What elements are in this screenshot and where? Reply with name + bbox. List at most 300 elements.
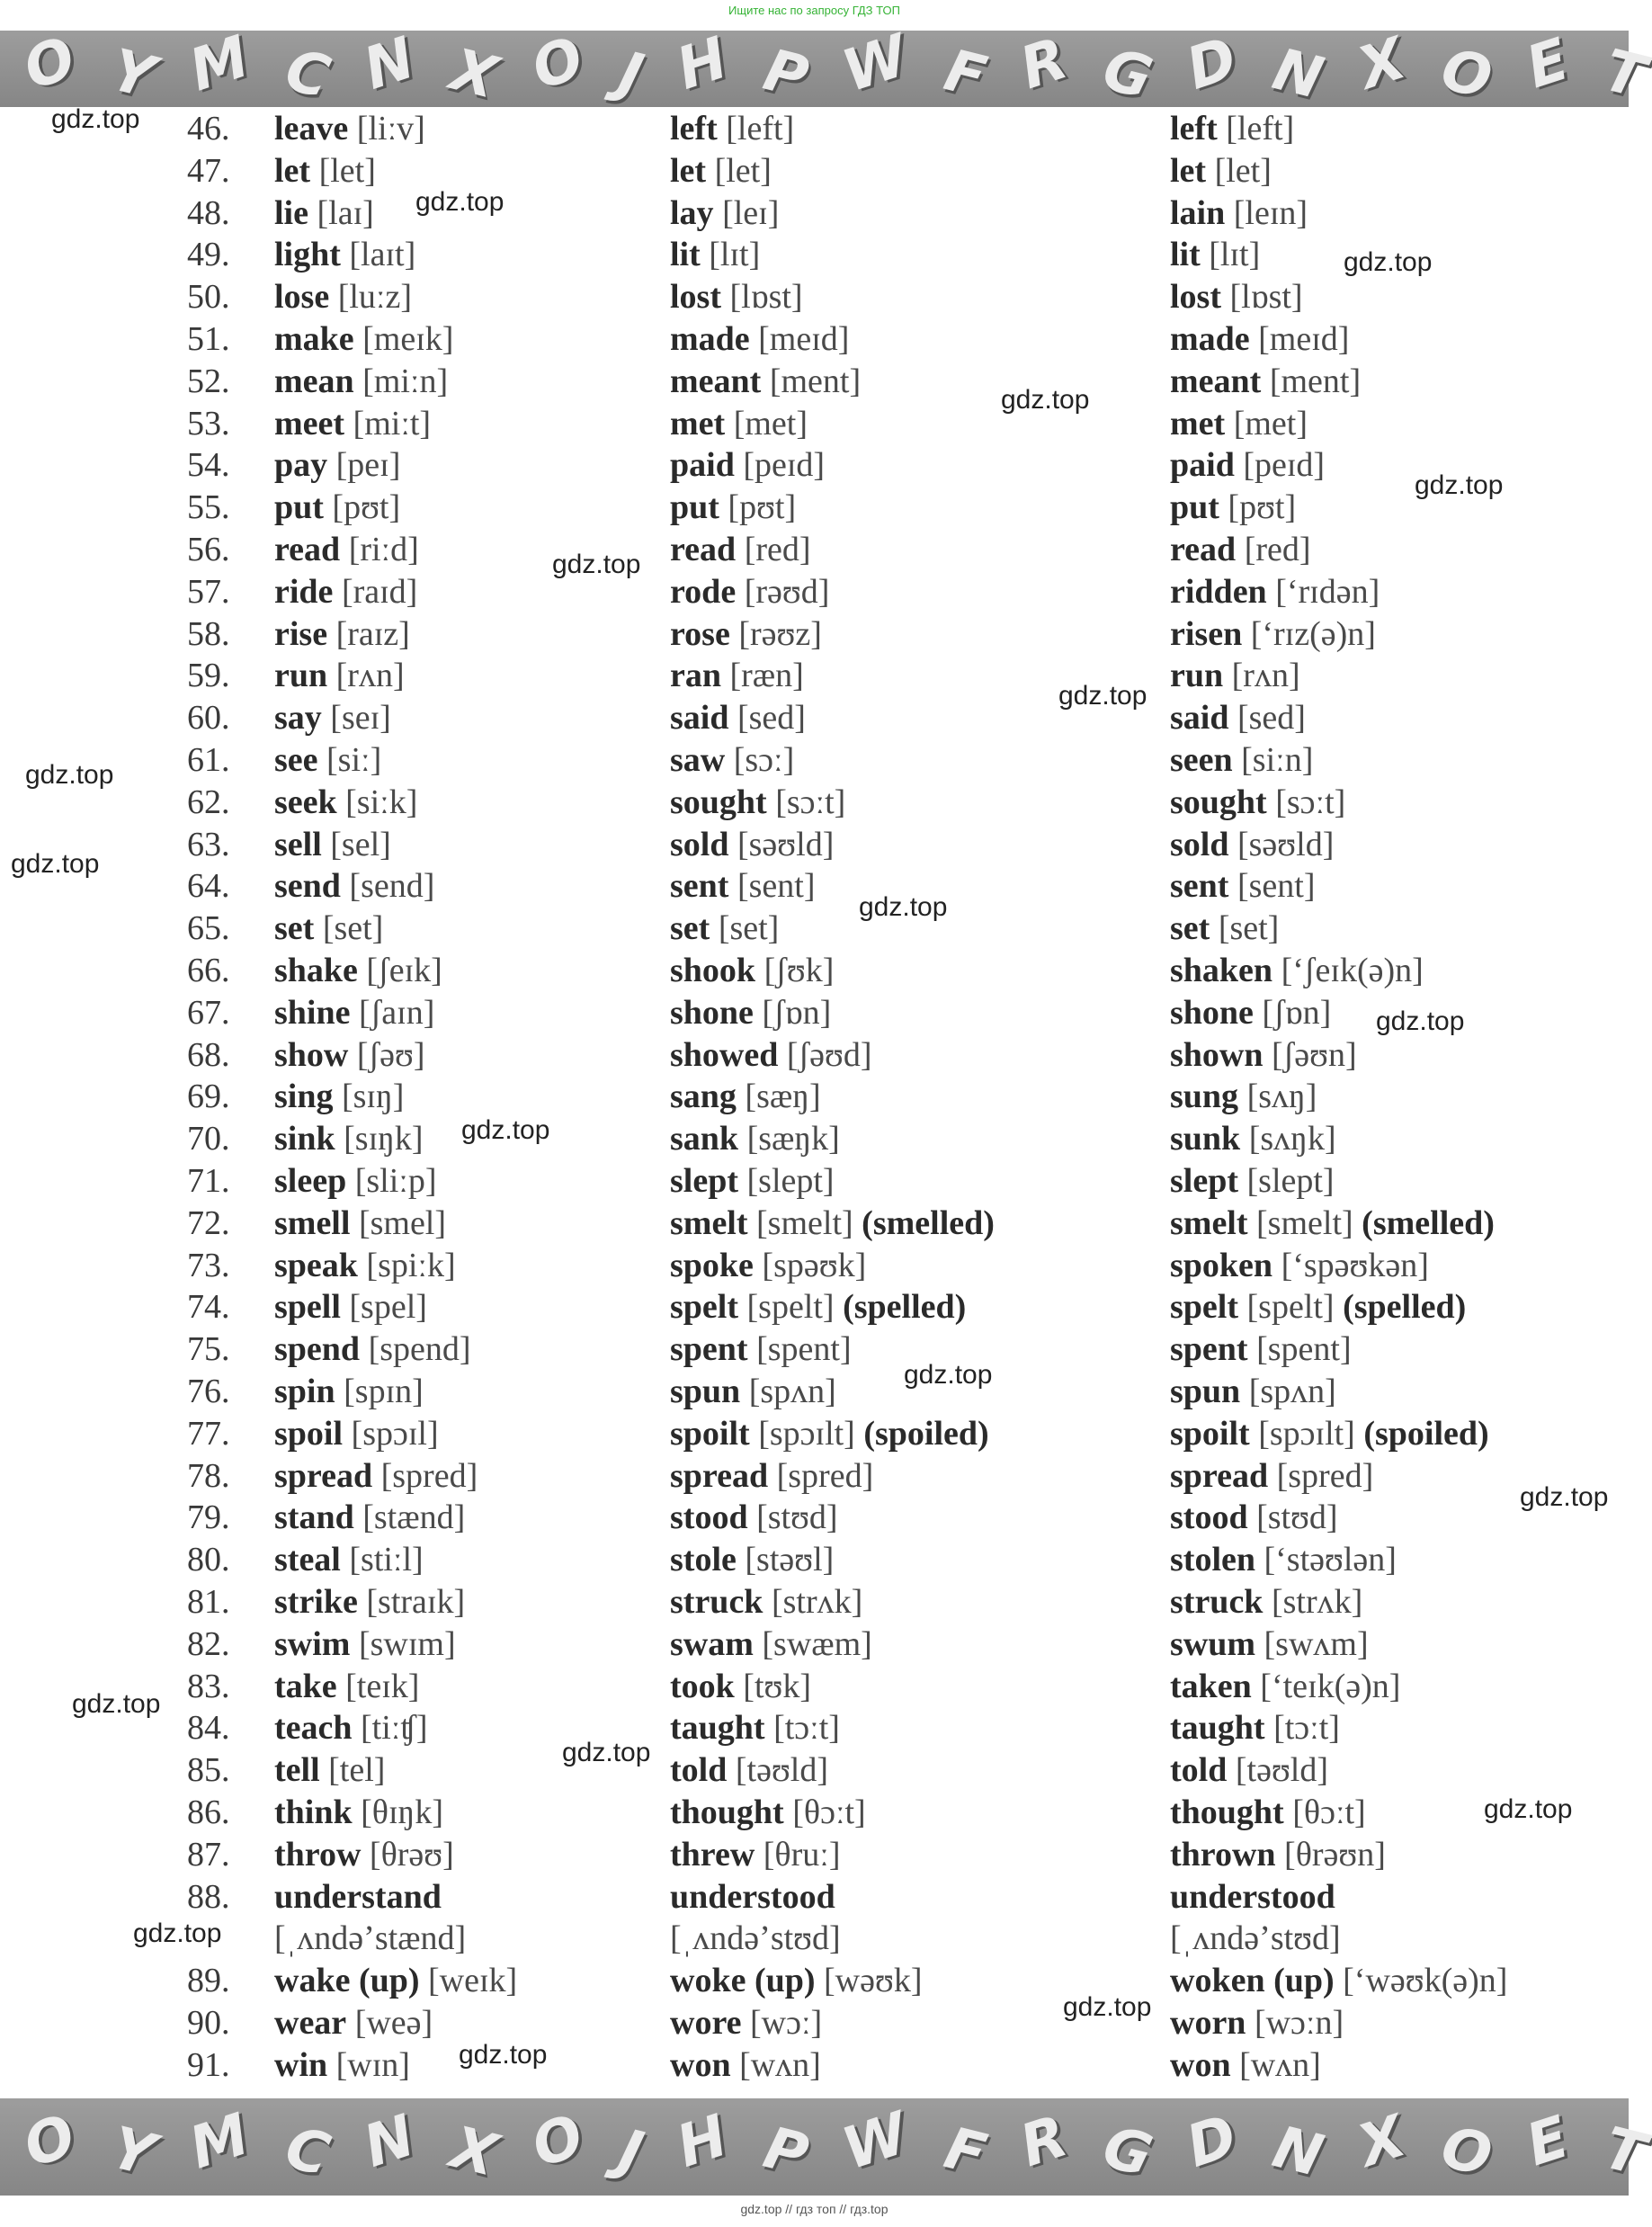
band-letter: Y [104, 2115, 162, 2190]
table-row [0, 403, 1629, 444]
transcription: [sed] [737, 699, 806, 738]
transcription: [ʻteɪk(ə)n] [1260, 1667, 1401, 1705]
transcription: [riːd] [348, 531, 419, 568]
band-letter: C [278, 36, 336, 112]
past-participle-cell [1170, 950, 1424, 991]
band-letter: N [356, 24, 424, 103]
verb-form: struck [1170, 1583, 1264, 1621]
verb-form: spoke [670, 1246, 754, 1284]
verb-form: rode [670, 572, 737, 611]
verb-form: taken [1170, 1667, 1252, 1705]
past-simple-cell [670, 108, 794, 149]
row-number: 54. [187, 446, 230, 485]
verb-form: won [1170, 2045, 1231, 2084]
verb-form: shake [274, 952, 358, 989]
verb-form: speak [274, 1246, 358, 1284]
verb-form: stole [670, 1541, 737, 1579]
verb-form: put [274, 488, 324, 527]
past-participle-cell [1170, 1245, 1429, 1286]
verb-form: steal [274, 1541, 341, 1579]
past-participle-cell [1170, 613, 1376, 655]
transcription: [spɪn] [344, 1373, 424, 1410]
transcription: [stʊd] [1256, 1498, 1338, 1537]
band-letter: O [523, 24, 592, 103]
infinitive-cell [274, 1413, 439, 1454]
infinitive-cell [274, 1034, 425, 1076]
row-number: 70. [187, 1120, 230, 1158]
verb-form: swam [670, 1624, 754, 1663]
verb-form: swum [1170, 1624, 1256, 1663]
past-participle-cell [1170, 782, 1345, 823]
verb-form: paid [670, 446, 735, 485]
infinitive-cell [274, 1371, 424, 1412]
table-row [0, 655, 1629, 696]
row-number: 68. [187, 1035, 230, 1074]
infinitive-cell [274, 1455, 478, 1497]
verb-form: ran [670, 657, 721, 695]
table-row [0, 1539, 1629, 1580]
transcription: [sɪŋ] [341, 1078, 405, 1116]
past-participle-cell [1170, 403, 1308, 444]
verb-form: shone [1170, 993, 1254, 1032]
verb-form: throw [274, 1835, 362, 1874]
past-participle-cell [1170, 318, 1349, 360]
transcription: [ment] [1269, 362, 1362, 400]
transcription: [spɔɪlt] [758, 1414, 855, 1453]
transcription: [met] [733, 404, 808, 443]
infinitive-cell [274, 1328, 471, 1370]
past-participle-cell [1170, 1749, 1328, 1791]
transcription: [raɪd] [341, 572, 418, 611]
transcription: [ʃəʊn] [1272, 1035, 1357, 1074]
verb-form: lit [670, 236, 701, 274]
verb-form: run [1170, 657, 1224, 695]
transcription: [wəʊk] [824, 1962, 923, 2000]
infinitive-cell [274, 444, 400, 486]
transcription: [send] [349, 867, 435, 906]
verb-form: put [670, 488, 719, 527]
transcription: [spel] [349, 1288, 427, 1327]
verb-form: sold [1170, 825, 1229, 863]
infinitive-cell [274, 1749, 385, 1791]
band-letter: M [182, 22, 257, 104]
transcription: [spred] [380, 1456, 478, 1495]
past-participle-cell [1170, 1160, 1335, 1202]
band-letter: N [356, 2102, 424, 2181]
past-participle-cell [1170, 1118, 1336, 1159]
past-participle-cell [1170, 1076, 1317, 1117]
transcription: [spelt] [1246, 1288, 1335, 1327]
past-simple-cell [670, 908, 779, 949]
past-simple-cell [670, 739, 794, 781]
transcription: [leɪn] [1233, 193, 1308, 232]
transcription: [sʌŋ] [1246, 1078, 1317, 1116]
watermark-text: gdz.top [459, 2040, 548, 2070]
band-letter: E [1518, 2104, 1577, 2180]
watermark-text: gdz.top [415, 187, 505, 217]
band-letter: X [443, 36, 504, 112]
transcription: [smel] [358, 1203, 447, 1242]
verb-form: saw [670, 741, 726, 779]
table-row [0, 276, 1629, 318]
past-simple-cell [670, 950, 834, 991]
infinitive-cell [274, 487, 400, 528]
band-letter: O [1434, 2114, 1498, 2191]
past-participle-cell [1170, 108, 1294, 149]
past-simple-cell [670, 1539, 834, 1580]
past-participle-cell [1170, 1960, 1507, 2001]
transcription: [set] [1218, 909, 1280, 948]
past-simple-cell [670, 1834, 841, 1875]
infinitive-cell [274, 1792, 443, 1833]
row-number: 49. [187, 236, 230, 274]
transcription: [tɔːt] [1273, 1709, 1340, 1748]
past-participle-cell [1170, 1876, 1335, 1918]
past-simple-cell [670, 865, 815, 907]
verb-form: meet [274, 404, 345, 443]
transcription: [θruː] [763, 1835, 841, 1874]
past-participle-cell [1170, 908, 1279, 949]
table-row [0, 1076, 1629, 1117]
past-simple-cell [670, 1371, 836, 1412]
top-search-hint: Ищите нас по запросу ГДЗ ТОП [728, 4, 900, 17]
past-participle-cell [1170, 1623, 1369, 1665]
verb-form: win [274, 2045, 328, 2084]
band-letter: R [1013, 24, 1076, 103]
verb-form: (smelled) [1362, 1203, 1495, 1242]
verb-form: read [274, 531, 341, 568]
transcription: [rʌn] [335, 657, 405, 695]
past-simple-cell [670, 655, 804, 696]
transcription: [ʻwəʊk(ə)n] [1343, 1962, 1508, 2000]
transcription: [sæŋ] [745, 1078, 821, 1116]
transcription: [ˌʌndəʼstænd] [274, 1919, 467, 1958]
infinitive-cell [274, 529, 419, 570]
table-row [0, 1792, 1629, 1833]
transcription: [ʻstəʊlən] [1264, 1541, 1397, 1579]
past-simple-cell [670, 234, 760, 275]
infinitive-cell [274, 824, 391, 865]
transcription: [swæm] [762, 1624, 872, 1663]
transcription: [let] [714, 151, 772, 190]
verb-form: sold [670, 825, 729, 863]
verb-form: worn [1170, 2004, 1246, 2042]
infinitive-cell [274, 1160, 437, 1202]
transcription: [təʊld] [735, 1751, 829, 1790]
row-number: 76. [187, 1373, 230, 1410]
verb-form: think [274, 1793, 353, 1831]
verb-form: woken (up) [1170, 1962, 1335, 2000]
transcription: [let] [1214, 151, 1272, 190]
verb-form: sink [274, 1120, 335, 1158]
verb-form: read [1170, 531, 1237, 568]
table-row [0, 1834, 1629, 1875]
infinitive-cell [274, 1623, 456, 1665]
transcription: [let] [318, 151, 376, 190]
watermark-text: gdz.top [1415, 470, 1504, 500]
past-participle-cell [1170, 1203, 1495, 1244]
infinitive-cell [274, 403, 431, 444]
past-simple-cell [670, 444, 825, 486]
infinitive-cell [274, 697, 391, 738]
band-letter: R [1013, 2103, 1076, 2181]
verb-form: sunk [1170, 1120, 1241, 1158]
watermark-text: gdz.top [1001, 385, 1090, 415]
transcription: [lɒst] [1229, 278, 1303, 317]
verb-form: strike [274, 1583, 358, 1621]
verb-form: taught [670, 1709, 765, 1748]
verb-form: took [670, 1667, 735, 1705]
past-simple-cell [670, 318, 849, 360]
transcription: [stəʊl] [745, 1541, 835, 1579]
past-simple-cell [670, 992, 831, 1033]
transcription: [weɪk] [428, 1962, 518, 2000]
infinitive-cell [274, 361, 448, 402]
row-number: 83. [187, 1667, 230, 1705]
transcription: [strʌk] [1271, 1583, 1363, 1621]
transcription: [tʊk] [743, 1667, 812, 1705]
band-letter: X [1350, 24, 1414, 103]
watermark-text: gdz.top [133, 1918, 222, 1948]
past-simple-cell [670, 1286, 966, 1328]
verb-form: spun [670, 1373, 741, 1410]
verb-form: sang [670, 1078, 737, 1116]
band-letter: J [612, 2117, 649, 2187]
infinitive-cell [274, 865, 434, 907]
table-row [0, 1413, 1629, 1454]
transcription: [spred] [776, 1456, 874, 1495]
past-participle-cell [1170, 2044, 1321, 2086]
verb-form: slept [670, 1162, 738, 1200]
past-simple-cell [670, 192, 779, 234]
past-participle-cell [1170, 2002, 1344, 2044]
transcription: [ʻspəʊkən] [1281, 1246, 1429, 1284]
verb-form: sought [1170, 783, 1267, 821]
past-simple-cell [670, 782, 845, 823]
verb-form: set [274, 909, 315, 948]
past-participle-cell [1170, 529, 1311, 570]
transcription: [weə] [354, 2004, 433, 2042]
transcription: [stænd] [362, 1498, 466, 1537]
row-number: 48. [187, 193, 230, 232]
verb-form: said [670, 699, 729, 738]
verb-form: sing [274, 1078, 334, 1116]
verb-form: smell [274, 1203, 351, 1242]
verb-form: made [670, 320, 750, 358]
band-letter: H [669, 24, 737, 103]
verb-form: spell [274, 1288, 341, 1327]
past-participle-cell [1170, 192, 1308, 234]
past-participle-cell [1170, 150, 1272, 192]
verb-form: spun [1170, 1373, 1241, 1410]
transcription: [spelt] [746, 1288, 835, 1327]
past-participle-cell [1170, 1834, 1386, 1875]
verb-form: taught [1170, 1709, 1265, 1748]
verb-form: spread [1170, 1456, 1269, 1495]
transcription: [swɪm] [358, 1624, 456, 1663]
transcription: [spred] [1276, 1456, 1374, 1495]
row-number: 82. [187, 1624, 230, 1663]
decorative-letter-band-top [0, 22, 1652, 112]
band-letter: O [16, 24, 84, 103]
transcription: [laɪt] [349, 236, 416, 274]
infinitive-cell [274, 613, 410, 655]
past-participle-cell [1170, 444, 1325, 486]
verb-form: won [670, 2045, 731, 2084]
verb-form: spend [274, 1330, 361, 1369]
past-simple-cell [670, 487, 796, 528]
table-row [0, 2002, 1629, 2044]
verb-form: meant [670, 362, 762, 400]
table-row [0, 613, 1629, 655]
verb-form: take [274, 1667, 337, 1705]
table-row [0, 1118, 1629, 1159]
verb-form: understood [670, 1877, 835, 1916]
table-row [0, 1666, 1629, 1707]
verb-form: understand [274, 1877, 442, 1916]
watermark-text: gdz.top [1063, 1992, 1152, 2022]
row-number: 84. [187, 1709, 230, 1748]
verb-form: lit [1170, 236, 1201, 274]
verb-form: shine [274, 993, 351, 1032]
table-row [0, 1918, 1629, 1959]
transcription: [sent] [737, 867, 816, 906]
past-participle-cell [1170, 1918, 1341, 1959]
transcription: [wʌn] [739, 2045, 821, 2084]
row-number: 57. [187, 572, 230, 611]
decorative-letter-band-bottom [0, 2098, 1652, 2196]
row-number: 52. [187, 362, 230, 400]
infinitive-cell [274, 1666, 419, 1707]
past-simple-cell [670, 1328, 852, 1370]
table-row [0, 150, 1629, 192]
verb-form: (smelled) [862, 1203, 995, 1242]
transcription: [təʊld] [1235, 1751, 1329, 1790]
table-row [0, 1623, 1629, 1665]
band-letter: P [756, 2115, 815, 2190]
verb-form: let [1170, 151, 1207, 190]
past-simple-cell [670, 1666, 811, 1707]
row-number: 50. [187, 278, 230, 317]
table-row [0, 1203, 1629, 1244]
row-number: 62. [187, 783, 230, 821]
past-participle-cell [1170, 1034, 1357, 1076]
transcription: [laɪ] [317, 193, 374, 232]
row-number: 80. [187, 1541, 230, 1579]
table-row [0, 1960, 1629, 2001]
transcription: [sæŋk] [746, 1120, 840, 1158]
transcription: [səʊld] [737, 825, 835, 863]
verb-form: smelt [670, 1203, 748, 1242]
transcription: [met] [1233, 404, 1308, 443]
transcription: [wɪn] [335, 2045, 410, 2084]
transcription: [sed] [1237, 699, 1306, 738]
transcription: [rəʊz] [738, 614, 822, 653]
band-letter: E [1518, 25, 1577, 102]
past-participle-cell [1170, 234, 1260, 275]
watermark-text: gdz.top [1344, 247, 1433, 277]
verb-form: stolen [1170, 1541, 1255, 1579]
row-number: 78. [187, 1456, 230, 1495]
past-simple-cell [670, 1245, 866, 1286]
table-row [0, 1581, 1629, 1623]
transcription: [ʃaɪn] [358, 993, 435, 1032]
transcription: [peɪd] [1243, 446, 1326, 485]
transcription: [seɪ] [330, 699, 391, 738]
band-letter: P [756, 36, 815, 112]
verb-form: spread [274, 1456, 373, 1495]
transcription: [sliːp] [354, 1162, 437, 1200]
transcription: [siː] [326, 741, 382, 779]
table-row [0, 865, 1629, 907]
verb-form: thought [670, 1793, 784, 1831]
band-letter: X [443, 2114, 504, 2190]
band-letter: F [937, 37, 993, 112]
verb-form: sell [274, 825, 322, 863]
infinitive-cell [274, 908, 383, 949]
verb-form: shone [670, 993, 754, 1032]
transcription: [ˌʌndəʼstʊd] [670, 1919, 841, 1958]
infinitive-cell [274, 1581, 465, 1623]
band-letter: C [278, 2115, 336, 2190]
transcription: [raɪz] [335, 614, 410, 653]
row-number: 73. [187, 1246, 230, 1284]
past-participle-cell [1170, 276, 1303, 318]
transcription: [ʻrɪz(ə)n] [1250, 614, 1376, 653]
band-letter: M [182, 2101, 257, 2183]
transcription: [ʃɒn] [1262, 993, 1332, 1032]
verb-form: spin [274, 1373, 335, 1410]
verb-form: sent [670, 867, 729, 906]
infinitive-cell [274, 276, 412, 318]
past-simple-cell [670, 571, 829, 613]
verb-form: lost [670, 278, 721, 317]
row-number: 60. [187, 699, 230, 738]
past-participle-cell [1170, 1286, 1466, 1328]
row-number: 59. [187, 657, 230, 695]
transcription: [peɪ] [335, 446, 401, 485]
transcription: [spɔɪlt] [1258, 1414, 1355, 1453]
transcription: [red] [1244, 531, 1311, 568]
verb-form: stood [1170, 1498, 1248, 1537]
table-row [0, 1455, 1629, 1497]
row-number: 53. [187, 404, 230, 443]
verb-form: (spelled) [1343, 1288, 1467, 1327]
transcription: [sɔːt] [1275, 783, 1346, 821]
transcription: [tel] [328, 1751, 386, 1790]
past-simple-cell [670, 824, 834, 865]
infinitive-cell [274, 1076, 404, 1117]
transcription: [ʻʃeɪk(ə)n] [1281, 952, 1424, 989]
past-simple-cell [670, 1707, 840, 1749]
transcription: [smelt] [1256, 1203, 1353, 1242]
transcription: [siːk] [345, 783, 418, 821]
row-number: 81. [187, 1583, 230, 1621]
watermark-text: gdz.top [72, 1689, 161, 1719]
row-number: 46. [187, 110, 230, 148]
table-row [0, 1749, 1629, 1791]
transcription: [ment] [769, 362, 862, 400]
transcription: [stiːl] [349, 1541, 424, 1579]
verb-form: lain [1170, 193, 1226, 232]
past-simple-cell [670, 1413, 989, 1454]
watermark-text: gdz.top [904, 1360, 993, 1390]
transcription: [θrəʊ] [369, 1835, 454, 1874]
verb-form: risen [1170, 614, 1243, 653]
transcription: [miːn] [362, 362, 449, 400]
past-participle-cell [1170, 655, 1300, 696]
verb-form: put [1170, 488, 1219, 527]
